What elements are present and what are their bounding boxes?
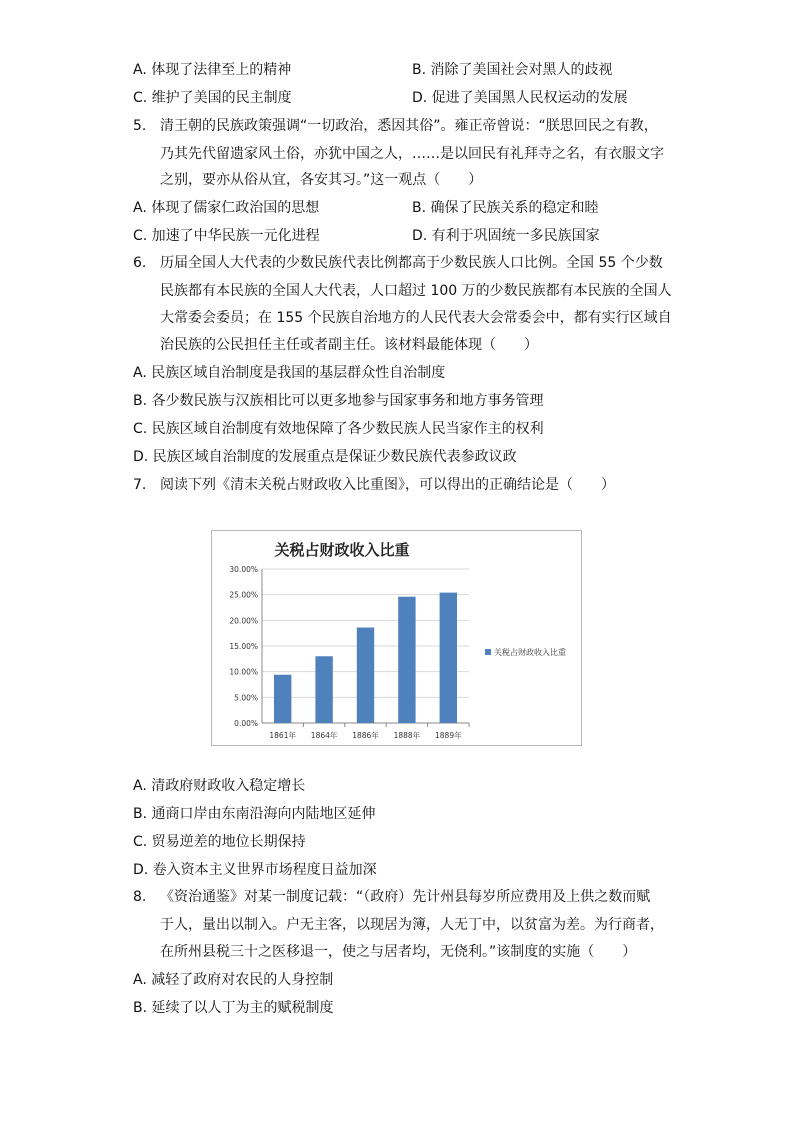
q5-stem-line-3: 之别，要亦从俗从宜，各安其习。”这一观点（ ） — [160, 172, 483, 188]
q8-stem-line-1: 《资治通鉴》对某一制度记载：“（政府）先计州县每岁所应费用及上供之数而赋 — [160, 889, 651, 905]
bar — [357, 628, 374, 723]
q5-stem-line-1: 清王朝的民族政策强调“一切政治，悉因其俗”。雍正帝曾说：“朕思回民之有教， — [160, 118, 658, 134]
q7-option-a: A. 清政府财政收入稳定增长 — [133, 778, 306, 794]
bar — [398, 597, 415, 723]
x-tick-label: 1888年 — [393, 731, 421, 740]
q6-option-a: A. 民族区域自治制度是我国的基层群众性自治制度 — [133, 365, 446, 381]
q7-option-d: D. 卷入资本主义世界市场程度日益加深 — [133, 862, 377, 878]
legend-label: 关税占财政收入比重 — [494, 648, 566, 657]
q4-option-a: A. 体现了法律至上的精神 — [133, 62, 292, 78]
q7-option-c: C. 贸易逆差的地位长期保持 — [133, 834, 306, 850]
q7-option-b: B. 通商口岸由东南沿海向内陆地区延伸 — [133, 806, 376, 822]
q6-stem-line-2: 民族都有本民族的全国人大代表，人口超过 100 万的少数民族都有本民族的全国人 — [160, 283, 672, 299]
q5-option-d: D. 有利于巩固统一多民族国家 — [412, 228, 600, 244]
q8-option-a: A. 减轻了政府对农民的人身控制 — [133, 972, 334, 988]
chart-title: 关税占财政收入比重 — [274, 541, 410, 559]
y-tick-label: 10.00% — [229, 667, 258, 677]
y-tick-label: 5.00% — [234, 693, 258, 703]
q6-stem-line-1: 历届全国人大代表的少数民族代表比例都高于少数民族人口比例。全国 55 个少数 — [160, 255, 663, 271]
q5-stem-line-2: 乃其先代留遗家风土俗，亦犹中国之人，……是以回民有礼拜寺之名，有衣服文字 — [160, 146, 664, 162]
tariff-ratio-chart — [211, 530, 582, 746]
q7-number: 7. — [133, 477, 147, 493]
y-tick-label: 15.00% — [229, 642, 258, 651]
bar — [440, 593, 457, 723]
y-tick-label: 25.00% — [229, 590, 258, 600]
q6-option-b: B. 各少数民族与汉族相比可以更多地参与国家事务和地方事务管理 — [133, 393, 544, 409]
q5-option-b: B. 确保了民族关系的稳定和睦 — [412, 200, 599, 216]
x-tick-label: 1864年 — [310, 731, 338, 740]
q4-option-b: B. 消除了美国社会对黑人的歧视 — [412, 62, 613, 78]
q6-stem-line-3: 大常委会委员；在 155 个民族自治地方的人民代表大会常委会中，都有实行区域自 — [160, 310, 672, 326]
y-tick-label: 20.00% — [229, 616, 258, 626]
x-tick-label: 1886年 — [352, 731, 379, 740]
q7-stem-line-1: 阅读下列《清末关税占财政收入比重图》，可以得出的正确结论是（ ） — [160, 477, 615, 493]
chart-svg — [212, 531, 581, 745]
y-tick-label: 30.00% — [229, 565, 258, 574]
q5-option-a: A. 体现了儒家仁政治国的思想 — [133, 200, 320, 216]
x-tick-label: 1889年 — [435, 731, 462, 740]
q6-option-d: D. 民族区域自治制度的发展重点是保证少数民族代表参政议政 — [133, 449, 517, 465]
x-tick-label: 1861年 — [269, 731, 296, 740]
q6-number: 6. — [133, 255, 147, 271]
q8-number: 8. — [133, 889, 147, 905]
q5-number: 5. — [133, 118, 147, 134]
q6-stem-line-4: 治民族的公民担任主任或者副主任。该材料最能体现（ ） — [160, 337, 538, 353]
legend-swatch — [485, 649, 491, 655]
q6-option-c: C. 民族区域自治制度有效地保障了各少数民族人民当家作主的权利 — [133, 421, 544, 437]
q4-option-c: C. 维护了美国的民主制度 — [133, 90, 292, 106]
q8-stem-line-2: 于人，量出以制入。户无主客，以现居为簿，人无丁中，以贫富为差。为行商者， — [160, 917, 664, 933]
bar — [315, 656, 332, 723]
q8-option-b: B. 延续了以人丁为主的赋税制度 — [133, 1000, 334, 1016]
q5-option-c: C. 加速了中华民族一元化进程 — [133, 228, 320, 244]
bar — [274, 675, 291, 723]
q8-stem-line-3: 在所州县税三十之医移退一，使之与居者均，无侥利。”该制度的实施（ ） — [160, 944, 637, 960]
y-tick-label: 0.00% — [234, 719, 258, 728]
q4-option-d: D. 促进了美国黑人民权运动的发展 — [412, 90, 628, 106]
